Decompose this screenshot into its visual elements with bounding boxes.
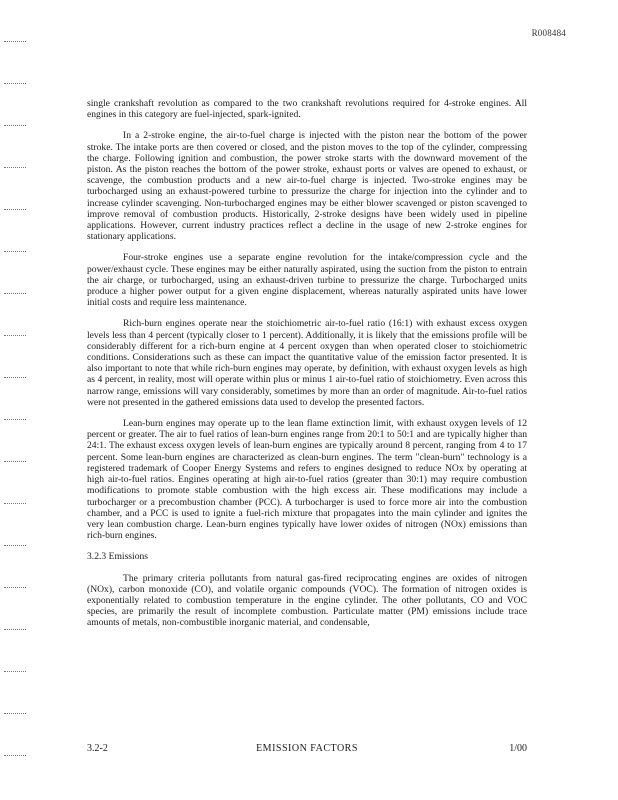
footer-page-number: 3.2-2 xyxy=(87,743,108,754)
paragraph-lean-burn: Lean-burn engines may operate up to the lean flame extinction limit, with exhaust oxygen levels of 12 percent or greater. The air to fuel ratios of lean-burn engines range from 20:1 to 50:1 and are typically higher than 24:1. The exhaust excess oxygen levels of lean-burn engines are typically around 8 percent, ranging from 4 to 17 percent. Some lean-burn engines are characterized as clean-burn engines. The term "clean-burn" technology is a registered trademark of Cooper Energy Systems and refers to engines designed to reduce NOx by operating at high air-to-fuel ratios. Engines operating at high air-to-fuel ratios (greater than 30:1) may require combustion modifications to promote stable combustion with the high excess air. These modifications may include a turbocharger or a precombustion chamber (PCC). A turbocharger is used to force more air into the combustion chamber, and a PCC is used to ignite a fuel-rich mixture that propagates into the main cylinder and ignites the very lean combustion charge. Lean-burn engines typically have lower oxides of nitrogen (NOx) emissions than rich-burn engines. xyxy=(87,418,527,542)
paragraph-emissions: The primary criteria pollutants from natural gas-fired reciprocating engines are oxides of nitrogen (NOx), carbon monoxide (CO), and volatile organic compounds (VOC). The formation of nitrogen oxides is exponentially related to combustion temperature in the engine cylinder. The other pollutants, CO and VOC species, are primarily the result of incomplete combustion. Particulate matter (PM) emissions include trace amounts of metals, non-combustible inorganic material, and condensable, xyxy=(87,572,527,629)
footer-date: 1/00 xyxy=(509,743,527,754)
paragraph-two-stroke: In a 2-stroke engine, the air-to-fuel charge is injected with the piston near the bottom of the power stroke. The intake ports are then covered or closed, and the piston moves to the top of the cylinder, compressing the charge. Following ignition and combustion, the power stroke starts with the downward movement of the piston. As the piston reaches the bottom of the power stroke, exhaust ports or valves are opened to exhaust, or scavenge, the combustion products and a new air-to-fuel charge is injected. Two-stroke engines may be turbocharged using an exhaust-powered turbine to pressurize the charge for injection into the cylinder and to increase cylinder scavenging. Non-turbocharged engines may be either blower scavenged or piston scavenged to improve removal of combustion products. Historically, 2-stroke designs have been widely used in pipeline applications. However, current industry practices reflect a decline in the usage of new 2-stroke engines for stationary applications. xyxy=(87,130,527,243)
section-heading-emissions: 3.2.3 Emissions xyxy=(87,551,149,563)
body-text xyxy=(87,98,527,639)
document-id: R008484 xyxy=(531,28,566,38)
paragraph-rich-burn: Rich-burn engines operate near the stoichiometric air-to-fuel ratio (16:1) with exhaust excess oxygen levels less than 4 percent (typically closer to 1 percent). Additionally, it is likely that the emissions profile will be considerably different for a rich-burn engine at 4 percent oxygen than when operated closer to stoichiometric conditions. Considerations such as these can impact the quantitative value of the emission factor presented. It is also important to note that while rich-burn engines may operate, by definition, with exhaust oxygen levels as high as 4 percent, in reality, most will operate within plus or minus 1 air-to-fuel ratio of stoichiometry. Even across this narrow range, emissions will vary considerably, sometimes by more than an order of magnitude. Air-to-fuel ratios were not presented in the gathered emissions data used to develop the presented factors. xyxy=(87,318,527,408)
footer-title: EMISSION FACTORS xyxy=(256,743,358,754)
paragraph-continued-intro: single crankshaft revolution as compared to the two crankshaft revolutions required for 4-stroke engines. All engines in this category are fuel-injected, spark-ignited. xyxy=(87,98,527,121)
binding-margin-marks xyxy=(4,20,30,790)
paragraph-four-stroke: Four-stroke engines use a separate engine revolution for the intake/compression cycle and the power/exhaust cycle. These engines may be either naturally aspirated, using the suction from the piston to entrain the air charge, or turbocharged, using an exhaust-driven turbine to pressurize the charge. Turbocharged units produce a higher power output for a given engine displacement, whereas naturally aspirated units have lower initial costs and require less maintenance. xyxy=(87,252,527,309)
